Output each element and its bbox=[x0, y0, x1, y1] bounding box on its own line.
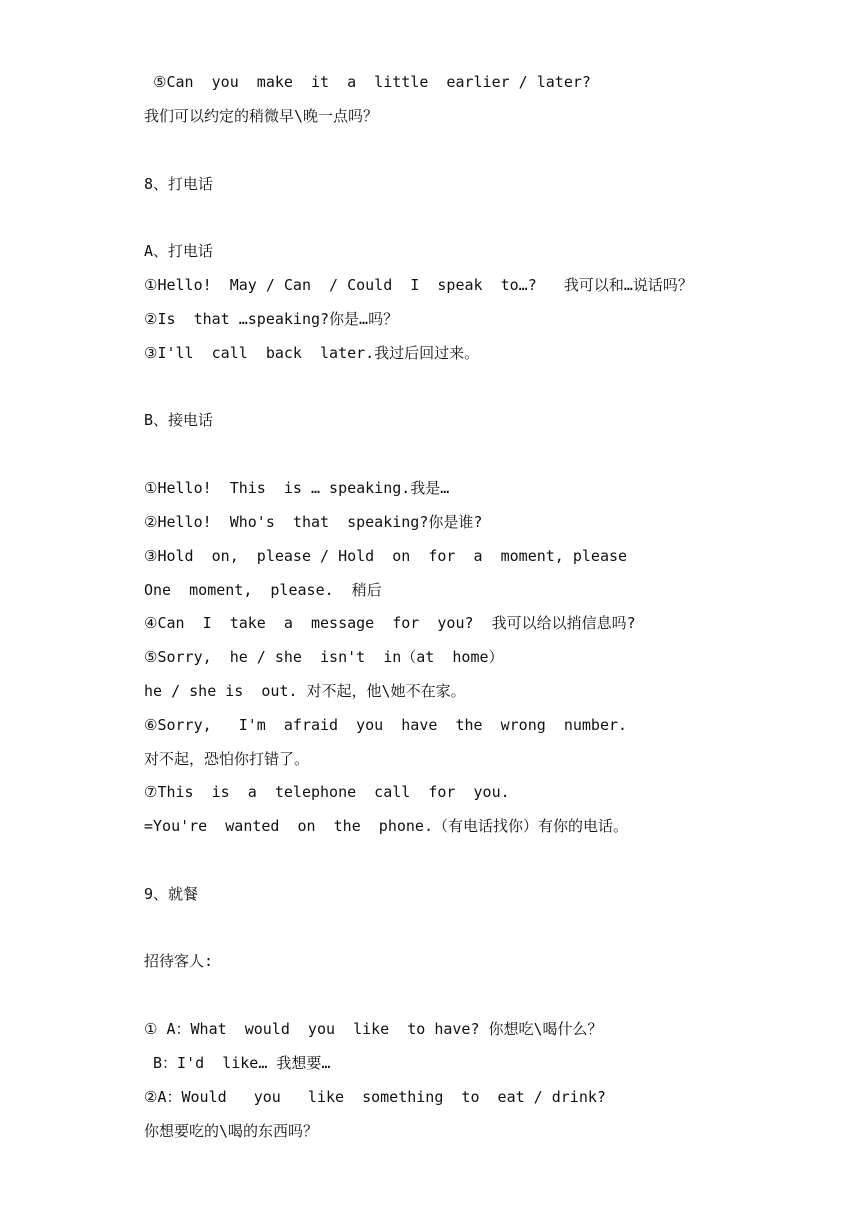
text-line-whos-that-speaking: ②Hello! Who's that speaking?你是谁? bbox=[144, 513, 483, 531]
text-line-sorry-not-in: ⑤Sorry, he / she isn't in（at home） bbox=[144, 648, 504, 666]
text-line-may-i-speak-to: ①Hello! May / Can / Could I speak to…? 我可以和…说话吗？ bbox=[144, 276, 693, 294]
text-line-request-earlier-later: ⑤Can you make it a little earlier / later? bbox=[144, 73, 591, 91]
text-line-telephone-call-for-you: ⑦This is a telephone call for you. bbox=[144, 783, 510, 801]
section-heading-dining: 9、就餐 bbox=[144, 885, 199, 903]
text-line-take-a-message: ④Can I take a message for you? 我可以给以捎信息吗? bbox=[144, 614, 636, 632]
text-line-request-earlier-later-zh: 我们可以约定的稍微早\晚一点吗？ bbox=[144, 107, 379, 125]
text-line-would-you-like-something: ②A：Would you like something to eat / drink? bbox=[144, 1088, 606, 1106]
text-line-what-would-you-like: ① A：What would you like to have? 你想吃\喝什么？ bbox=[144, 1020, 603, 1038]
text-line-id-like: B：I'd like… 我想要… bbox=[144, 1054, 331, 1072]
text-line-is-that-speaking: ②Is that …speaking?你是…吗？ bbox=[144, 310, 399, 328]
subheading-making-calls: A、打电话 bbox=[144, 242, 214, 260]
subheading-entertaining-guests: 招待客人: bbox=[144, 952, 214, 970]
text-line-wanted-on-the-phone: =You're wanted on the phone.（有电话找你）有你的电话。 bbox=[144, 817, 628, 835]
text-line-this-is-speaking: ①Hello! This is … speaking.我是… bbox=[144, 479, 450, 497]
text-line-wrong-number-zh: 对不起，恐怕你打错了。 bbox=[144, 750, 310, 768]
text-line-hold-on: ③Hold on, please / Hold on for a moment, please bbox=[144, 547, 628, 565]
subheading-answering-calls: B、接电话 bbox=[144, 411, 214, 429]
text-line-one-moment: One moment, please. 稍后 bbox=[144, 581, 382, 599]
text-line-he-she-is-out: he / she is out. 对不起，他\她不在家。 bbox=[144, 682, 466, 700]
text-line-call-back-later: ③I'll call back later.我过后回过来。 bbox=[144, 344, 480, 362]
text-line-wrong-number: ⑥Sorry, I'm afraid you have the wrong number. bbox=[144, 716, 628, 734]
text-line-would-you-like-something-zh: 你想要吃的\喝的东西吗？ bbox=[144, 1122, 319, 1140]
section-heading-phone-calls: 8、打电话 bbox=[144, 175, 214, 193]
